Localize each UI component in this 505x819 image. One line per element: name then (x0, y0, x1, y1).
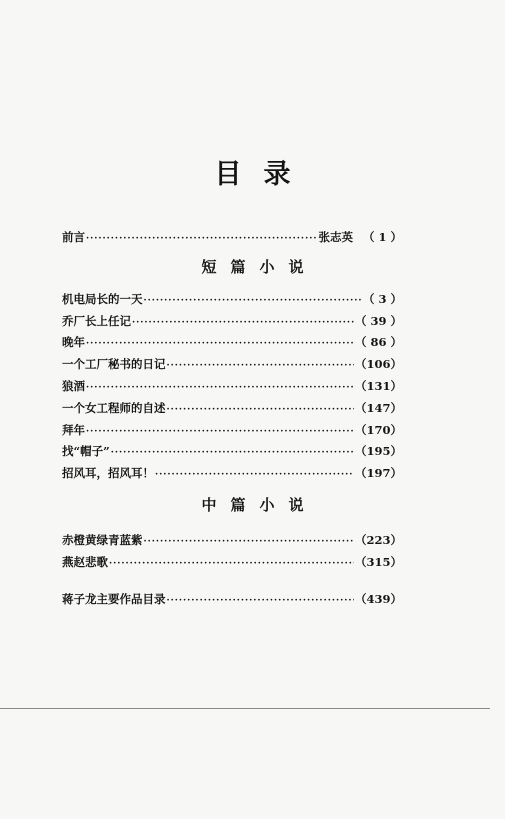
dot-leader (111, 448, 354, 458)
dot-leader (86, 383, 354, 393)
toc-entry (62, 313, 402, 329)
dot-leader (86, 234, 317, 244)
toc-entry (62, 532, 402, 548)
toc-entry-label: 蒋子龙主要作品目录 (62, 592, 166, 606)
toc-entry-page: （131） (354, 379, 402, 393)
toc-entry (62, 291, 402, 307)
toc-entry (62, 356, 402, 372)
dot-leader (144, 296, 362, 306)
dot-leader (144, 537, 354, 547)
toc-entry-page: （170） (354, 423, 402, 437)
dot-leader (132, 318, 354, 328)
toc-entry (62, 334, 402, 350)
toc-entry (62, 400, 402, 416)
toc-entry-author: 张志英 (318, 230, 353, 244)
dot-leader (167, 361, 354, 371)
toc-entry (62, 554, 402, 570)
page-title: 目录 (214, 159, 313, 190)
toc-entry-label: 招风耳，招风耳！ (62, 466, 154, 480)
toc-entry-label: 乔厂长上任记 (62, 314, 131, 328)
toc-entry-page: （ 1 ） (362, 230, 402, 244)
dot-leader (86, 339, 354, 349)
toc-entry-appendix (62, 591, 402, 607)
toc-entry-page: （197） (354, 466, 402, 480)
toc-entry (62, 378, 402, 394)
toc-entry-label: 找“帽子” (62, 444, 110, 458)
toc-entry-page: （195） (354, 444, 402, 458)
toc-entry-page: （106） (354, 357, 402, 371)
toc-entry-preface (62, 229, 402, 245)
toc-entry-page: （439） (354, 592, 402, 606)
dot-leader (167, 596, 354, 606)
dot-leader (86, 427, 354, 437)
toc-entry (62, 443, 402, 459)
toc-entry-label: 一个女工程师的自述 (62, 401, 166, 415)
page-divider (0, 708, 490, 709)
toc-entry-page: （223） (354, 533, 402, 547)
dot-leader (167, 405, 354, 415)
toc-entry-label: 狼酒 (62, 379, 85, 393)
toc-entry (62, 465, 402, 481)
section-heading-short-stories: 短篇小说 (201, 258, 318, 276)
toc-entry-page: （147） (354, 401, 402, 415)
toc-entry-page: （315） (354, 555, 402, 569)
toc-entry-page: （ 39 ） (354, 314, 402, 328)
toc-entry-label: 晚年 (62, 335, 85, 349)
toc-entry-label: 燕赵悲歌 (62, 555, 108, 569)
toc-entry-label: 机电局长的一天 (62, 292, 143, 306)
dot-leader (109, 559, 354, 569)
toc-entry (62, 422, 402, 438)
toc-entry-page: （ 3 ） (362, 292, 402, 306)
toc-entry-page: （ 86 ） (354, 335, 402, 349)
toc-entry-label: 拜年 (62, 423, 85, 437)
dot-leader (155, 470, 354, 480)
toc-entry-label: 赤橙黄绿青蓝紫 (62, 533, 143, 547)
toc-entry-label: 一个工厂秘书的日记 (62, 357, 166, 371)
section-heading-novellas: 中篇小说 (201, 496, 318, 514)
toc-entry-label: 前言 (62, 230, 85, 244)
